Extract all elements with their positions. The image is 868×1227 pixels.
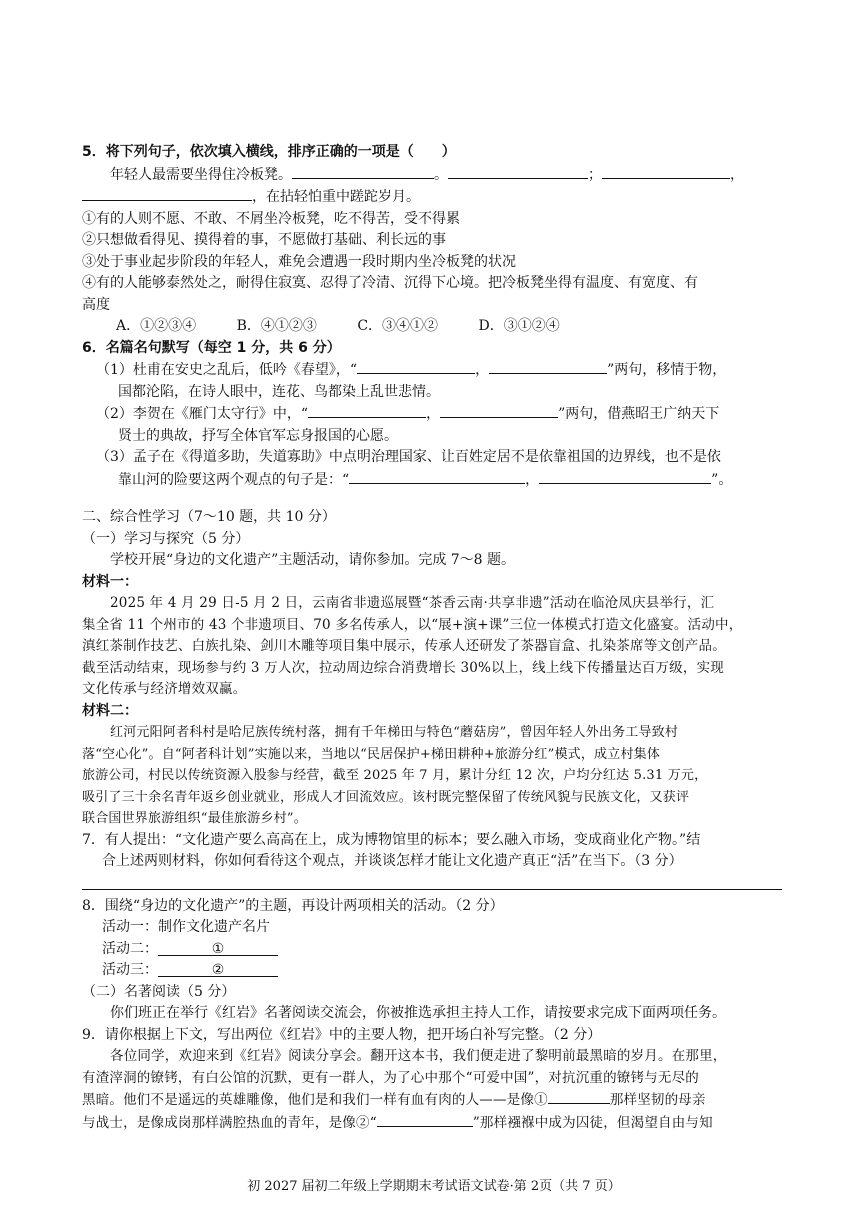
q5-line1: 年轻人最需要坐得住冷板凳。 。 ； ， <box>82 164 782 187</box>
q6-3-suffix: ”。 <box>711 471 733 488</box>
q5-stem: 5．将下列句子，依次填入横线，排序正确的一项是（ ） <box>82 144 456 160</box>
q5-option-d[interactable]: D．③①②④ <box>478 318 560 334</box>
q6-1-prefix: （1）杜甫在安史之乱后，低吟《春望》，“ <box>96 362 358 378</box>
material-1-label: 材料一： <box>82 573 138 590</box>
q5-option-b[interactable]: B．④①②③ <box>236 318 317 334</box>
q9-para-line-1: 各位同学，欢迎来到《红岩》阅读分享会。翻开这本书，我们便走进了黎明前最黑暗的岁月。在那里， <box>110 1048 727 1064</box>
q6-1-blank-1[interactable] <box>357 359 475 374</box>
q9-line-3-tail: 那样坚韧的母亲 <box>609 1092 706 1108</box>
q6-2-suffix: ”两句，借燕昭王广纳天下 <box>558 406 720 422</box>
section-2-intro: 学校开展“身边的文化遗产”主题活动，请你参加。完成 7～8 题。 <box>110 552 516 568</box>
q5-options <box>82 316 782 338</box>
q6-item-1-cont: 国都沦陷，在诗人眼中，连花、鸟都染上乱世悲情。 <box>118 383 440 400</box>
q6-item-2 <box>82 403 782 426</box>
q9-para-line-2: 有渣滓洞的镣铐，有白公馆的沉默，更有一群人，为了心中那个“可爱中国”，对抗沉重的镣铐与无尽的 <box>82 1069 700 1086</box>
q6-2-blank-2[interactable] <box>440 403 558 418</box>
q5-sentence-3: ③处于事业起步阶段的年轻人，难免会遭遇一段时期内坐冷板凳的状况 <box>82 253 516 270</box>
q6-1-suffix: ”两句，移情于物， <box>607 362 727 378</box>
q5-blank-3[interactable] <box>602 164 730 179</box>
q6-3-comma: ， <box>525 471 540 488</box>
q8-activity-2-label: 活动二： <box>102 940 158 957</box>
q5-sentence-4b: 高度 <box>82 296 110 313</box>
material-2-line-4: 吸引了三十余名青年返乡创业就业，形成人才回流效应。该村既完整保留了传统风貌与民族文化，又获评 <box>82 789 690 805</box>
q8-activity-2-blank[interactable] <box>158 939 278 956</box>
q5-option-a[interactable]: A．①②③④ <box>116 318 197 334</box>
material-2-label: 材料二： <box>82 702 138 719</box>
q6-item-3: （3）孟子在《得道多助，失道寡助》中点明治理国家、让百姓定居不是依靠祖国的边界线，也不是依 <box>96 449 721 465</box>
q6-item-1 <box>82 359 782 382</box>
material-2-line-5: 联合国世界旅游组织“最佳旅游乡村”。 <box>82 811 307 826</box>
q6-1-comma: ， <box>475 362 490 378</box>
q6-1-blank-2[interactable] <box>489 359 607 374</box>
subsection-2-intro: 你们班正在举行《红岩》名著阅读交流会，你被推选承担主持人工作，请按要求完成下面两项任务。 <box>110 1005 726 1021</box>
material-2-line-3: 旅游公司，村民以传统资源入股参与经营，截至 2025 年 7 月，累计分红 12 次，户均分红达 5.31 万元， <box>82 768 708 783</box>
q8-activity-1: 活动一：制作文化遗产名片 <box>102 919 270 935</box>
q5-lead: 年轻人最需要坐得住冷板凳。 <box>110 166 292 183</box>
q6-3-blank-2[interactable] <box>539 469 711 484</box>
q6-2-comma: ， <box>426 406 441 422</box>
page-content <box>82 142 782 1134</box>
material-2-line-2: 落“空心化”。自“阿者科计划”实施以来，当地以“民居保护+梯田耕种+旅游分红”模式，成立村集体 <box>82 746 661 762</box>
q9-stem: 9．请你根据上下文，写出两位《红岩》中的主要人物，把开场白补写完整。（2 分） <box>82 1026 602 1043</box>
q8-blank-marker-1: ① <box>211 940 225 957</box>
subsection-2-title: （二）名著阅读（5 分） <box>82 983 236 1000</box>
q5-sentence-4a: ④有的人能够泰然处之，耐得住寂寞、忍得了冷清、沉得下心境。把冷板凳坐得有温度、有宽度、有 <box>82 275 698 291</box>
material-1-line-2: 集全省 11 个州市的 43 个非遗项目、70 多名传承人，以“展+演+课”三位一体模式打造文化盛宴。活动中， <box>82 616 743 633</box>
subsection-1-title: （一）学习与探究（5 分） <box>82 530 250 547</box>
section-2-title: 二、综合性学习（7～10 题，共 10 分） <box>82 509 336 525</box>
q6-2-blank-1[interactable] <box>308 403 426 418</box>
q7-line-2: 合上述两则材料，你如何看待这个观点，并谈谈怎样才能让文化遗产真正“活”在当下。（3 分） <box>102 853 683 869</box>
q9-line-4-tail: ”那样襁褓中成为囚徒，但渴望自由与知 <box>472 1114 713 1131</box>
q7-answer-line[interactable] <box>82 875 782 890</box>
material-1-line-5: 文化传承与经济增效双赢。 <box>82 681 247 697</box>
q8-activity-3-label: 活动三： <box>102 962 158 978</box>
section-gap <box>82 491 782 501</box>
q9-blank-2[interactable] <box>377 1112 473 1127</box>
q7-line-1: 7．有人提出：“文化遗产要么高高在上，成为博物馆里的标本；要么融入市场，变成商业化产物。”结 <box>82 831 701 848</box>
material-1-line-4: 截至活动结束，现场参与约 3 万人次，拉动周边综合消费增长 30%以上，线上线下传播量达百万级，实现 <box>82 659 724 676</box>
q8-blank-marker-2: ② <box>211 962 225 978</box>
q9-para-line-3 <box>82 1089 782 1112</box>
q5-line2-tail: ，在拈轻怕重中蹉跎岁月。 <box>252 189 420 205</box>
q9-blank-1[interactable] <box>548 1089 610 1104</box>
page-footer: 初 2027 届初二年级上学期期末考试语文试卷·第 2页（共 7 页） <box>247 1179 621 1194</box>
q5-sentence-2: ②只想做看得见、摸得着的事，不愿做打基础、利长远的事 <box>82 232 446 248</box>
q8-stem: 8．围绕“身边的文化遗产”的主题，再设计两项相关的活动。（2 分） <box>82 897 504 914</box>
q9-line-3-text: 黑暗。他们不是遥远的英雄雕像，他们是和我们一样有血有肉的人——是像① <box>82 1092 548 1108</box>
material-1-line-1: 2025 年 4 月 29 日-5 月 2 日，云南省非遗巡展暨“茶香云南·共享非遗”活动在临沧凤庆县举行，汇 <box>110 595 715 611</box>
q5-blank-2[interactable] <box>448 164 588 179</box>
material-1-line-3: 滇红茶制作技艺、白族扎染、剑川木雕等项目集中展示，传承人还研发了茶器盲盒、扎染茶席等文创产品。 <box>82 638 726 654</box>
q5-blank-1[interactable] <box>292 164 434 179</box>
q9-para-line-4 <box>82 1112 782 1135</box>
q8-activity-2 <box>82 939 782 961</box>
q6-item-2-cont: 贤士的典故，抒写全体官军忘身报国的心愿。 <box>118 427 398 444</box>
q5-blank-4[interactable] <box>82 186 252 201</box>
q5-line2 <box>82 186 782 209</box>
q6-3-blank-1[interactable] <box>349 469 525 484</box>
q6-stem: 6．名篇名句默写（每空 1 分，共 6 分） <box>82 339 341 356</box>
q5-sentence-1: ①有的人则不愿、不敢、不屑坐冷板凳，吃不得苦，受不得累 <box>82 210 460 227</box>
q6-3-prefix: 靠山河的险要这两个观点的句子是：“ <box>118 471 350 488</box>
material-2-line-1: 红河元阳阿者科村是哈尼族传统村落，拥有千年梯田与特色“蘑菇房”，曾因年轻人外出务工导致村 <box>110 725 679 740</box>
q8-activity-3-blank[interactable] <box>158 960 278 977</box>
q6-2-prefix: （2）李贺在《雁门太守行》中，“ <box>96 406 309 422</box>
q6-item-3-cont <box>82 469 782 492</box>
q5-option-c[interactable]: C．③④①② <box>357 318 439 334</box>
q8-activity-3 <box>82 960 782 982</box>
q9-line-4-text: 与战士，是像成岗那样满腔热血的青年，是像②“ <box>82 1114 377 1131</box>
